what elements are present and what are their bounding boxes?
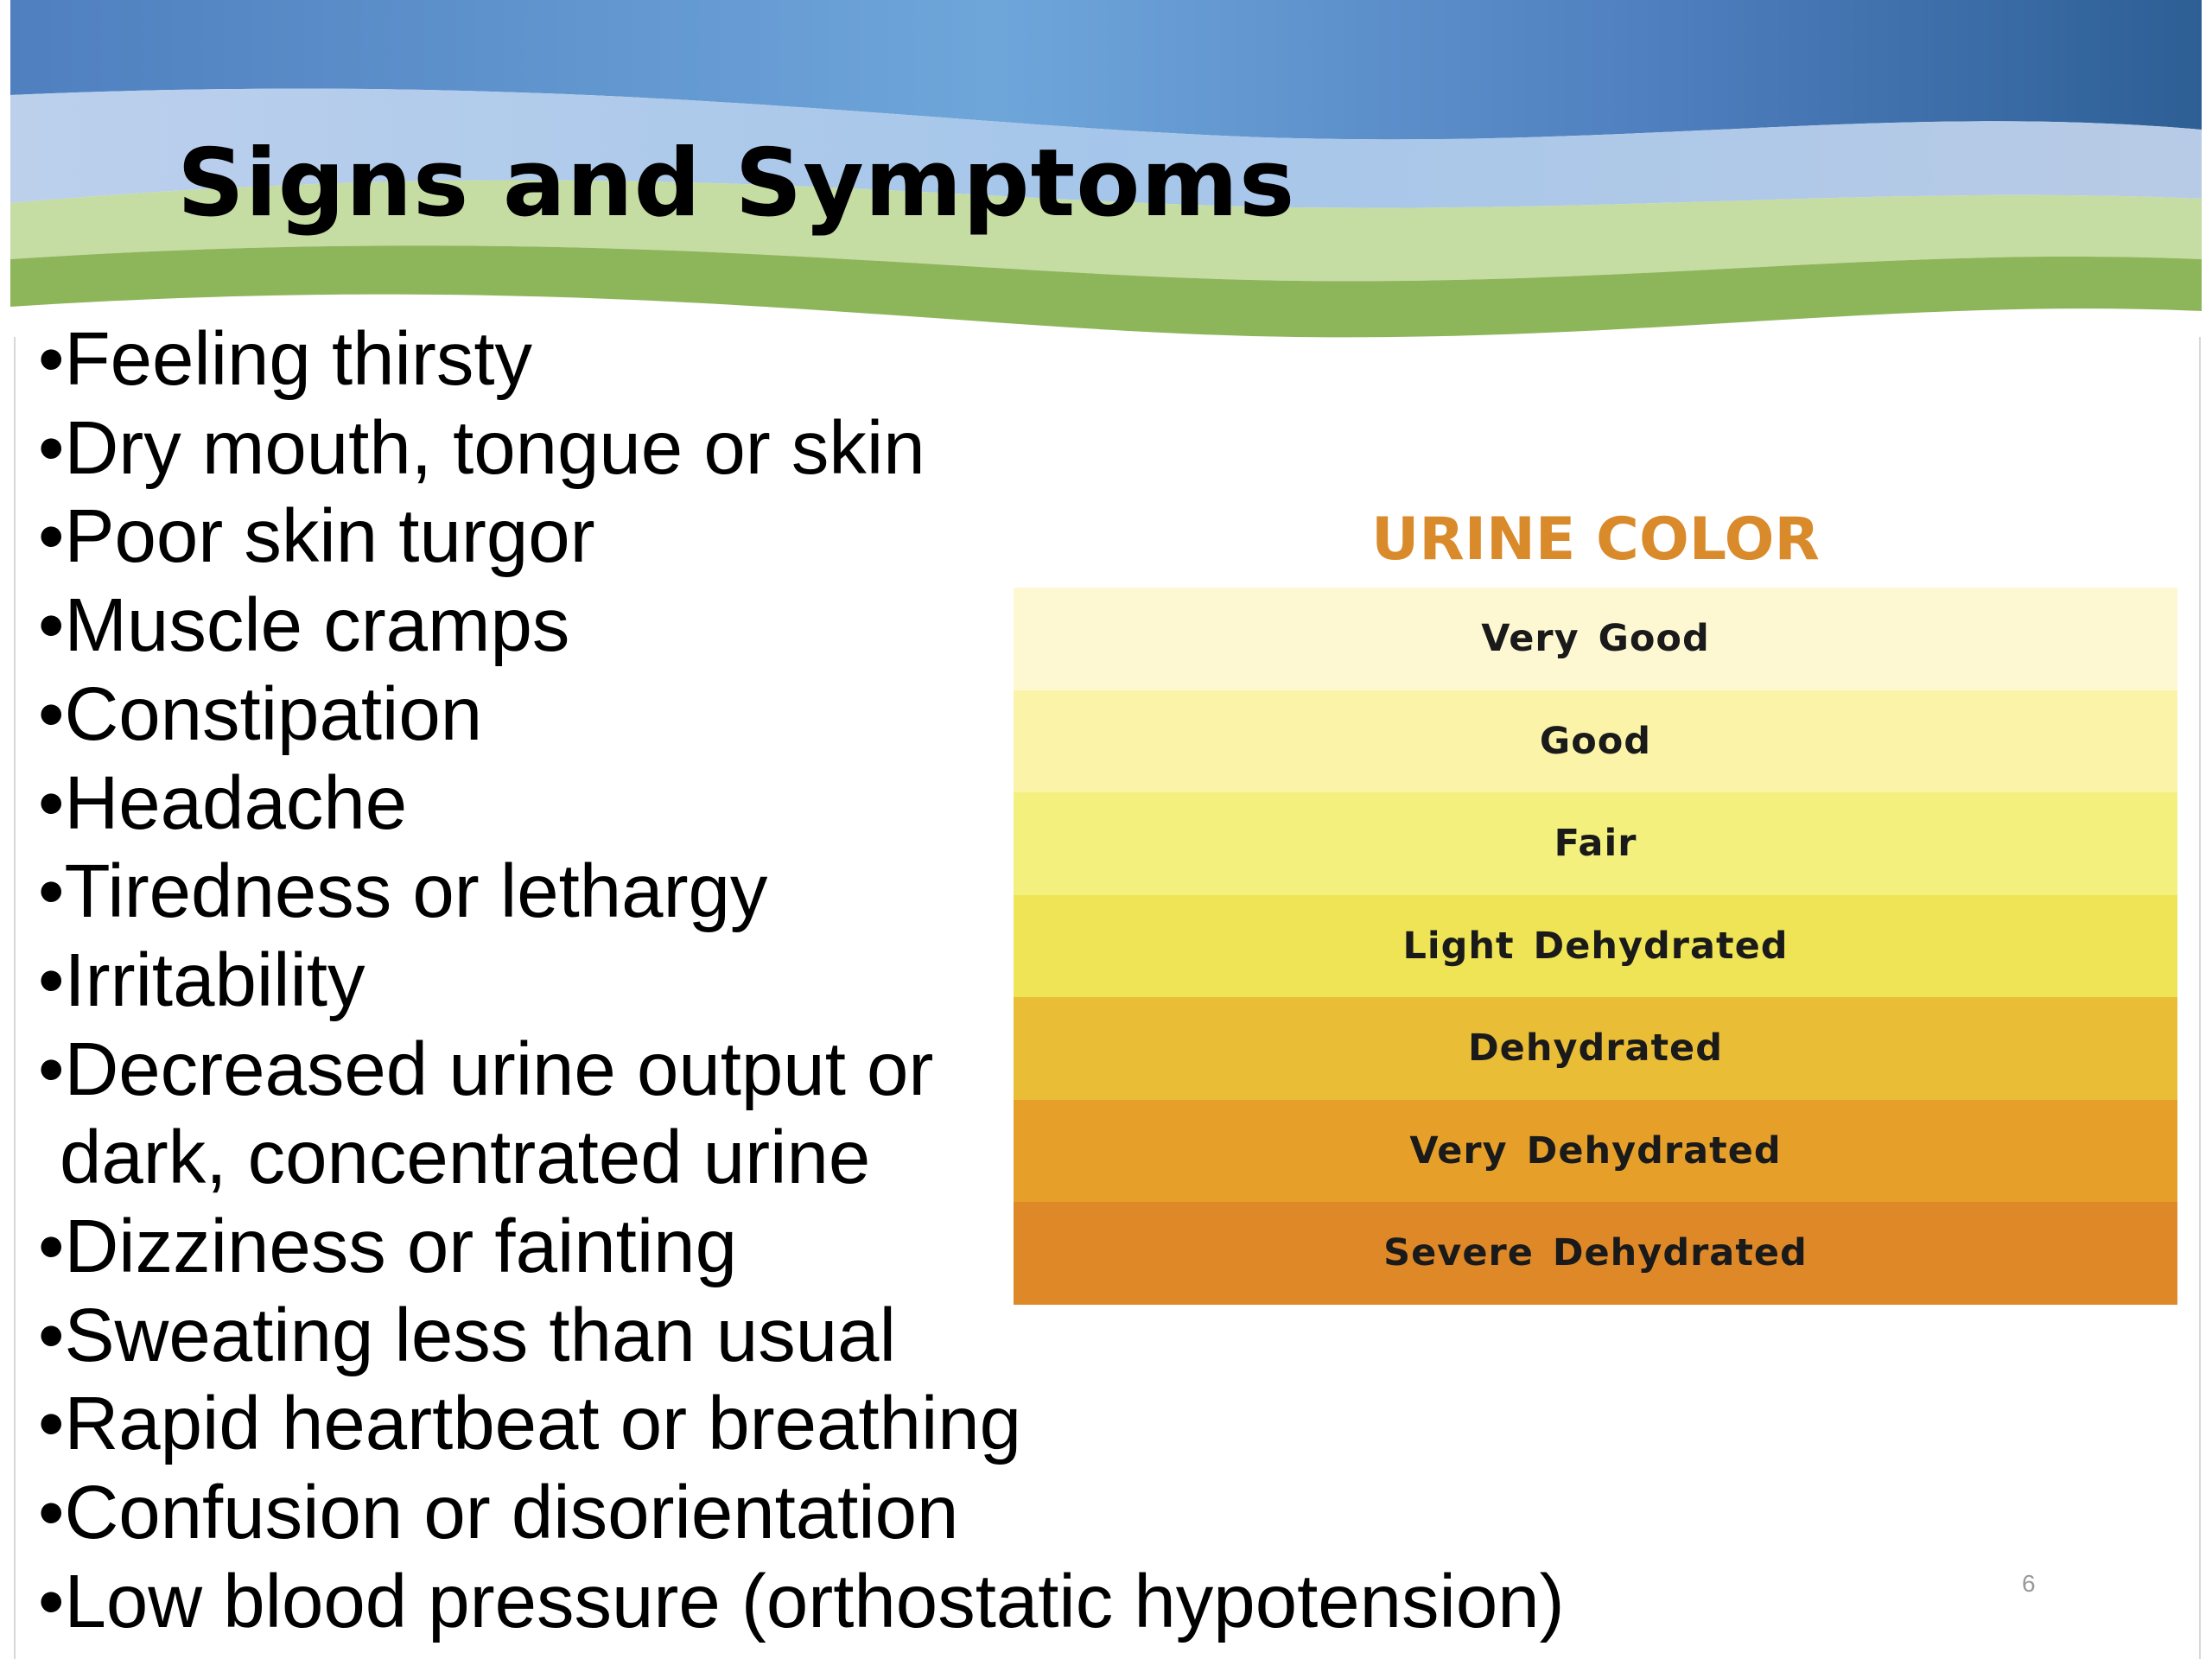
symptom-item: •Low blood pressure (orthostatic hypotension): [38, 1559, 1565, 1643]
slide-left-border: [14, 337, 16, 1659]
urine-level-row: Dehydrated: [1014, 997, 2177, 1100]
slide-right-border: [2199, 337, 2201, 1659]
symptom-item: •Headache: [38, 760, 408, 845]
symptom-item: •Sweating less than usual: [38, 1293, 896, 1377]
symptom-item: •Rapid heartbeat or breathing: [38, 1382, 1022, 1466]
symptom-item: •Dizziness or fainting: [38, 1205, 737, 1289]
urine-level-row: Very Good: [1014, 588, 2177, 690]
urine-color-chart: [1014, 501, 2177, 1305]
slide-number: 6: [2022, 1570, 2036, 1597]
symptom-item: •Dry mouth, tongue or skin: [38, 405, 925, 490]
symptom-item: •Feeling thirsty: [38, 317, 532, 401]
symptom-item-continuation: dark, concentrated urine: [60, 1116, 871, 1200]
urine-level-row: Fair: [1014, 792, 2177, 895]
symptom-item: •Muscle cramps: [38, 583, 570, 668]
urine-level-row: Good: [1014, 690, 2177, 793]
urine-level-row: Severe Dehydrated: [1014, 1202, 2177, 1305]
symptom-item: •Poor skin turgor: [38, 494, 595, 579]
symptom-item: •Irritability: [38, 938, 365, 1022]
symptom-item: •Confusion or disorientation: [38, 1471, 959, 1555]
symptom-item: •Decreased urine output or: [38, 1027, 934, 1111]
symptom-item: •Tiredness or lethargy: [38, 849, 768, 934]
urine-level-row: Very Dehydrated: [1014, 1100, 2177, 1203]
slide-title: Signs and Symptoms: [177, 130, 1296, 238]
urine-level-row: Light Dehydrated: [1014, 895, 2177, 998]
symptom-item: •Constipation: [38, 671, 483, 756]
urine-chart-title: URINE COLOR: [1371, 505, 1820, 574]
urine-color-scale: [1014, 588, 2177, 1305]
